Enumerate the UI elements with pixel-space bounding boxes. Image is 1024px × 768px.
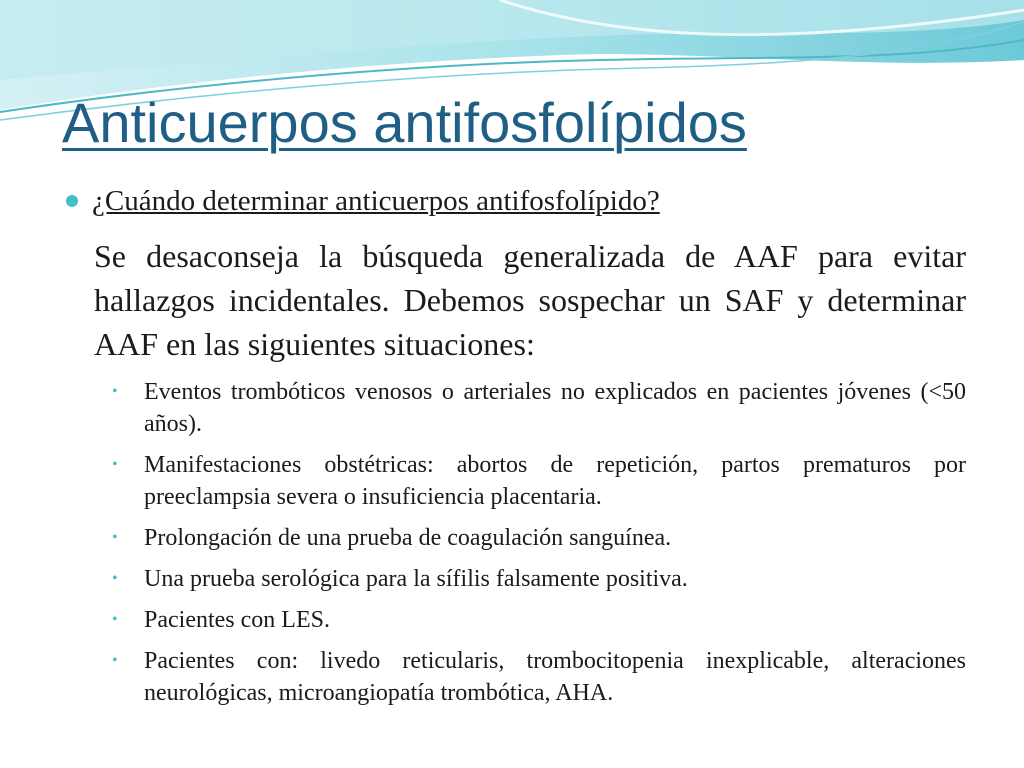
- list-item: [112, 645, 966, 709]
- list-item-text: Pacientes con LES.: [144, 607, 330, 633]
- list-item-text: Pacientes con: livedo reticularis, trombocitopenia inexplicable, alteraciones neurológicas, microangiopatía trombótica, AHA.: [144, 648, 966, 706]
- bullet-icon: •: [112, 611, 118, 628]
- bullet-icon: •: [112, 652, 118, 669]
- question-item: [62, 184, 966, 218]
- list-item: [112, 449, 966, 513]
- list-item-text: Eventos trombóticos venosos o arteriales no explicados en pacientes jóvenes (<50 años).: [144, 379, 966, 437]
- list-item-text: Manifestaciones obstétricas: abortos de repetición, partos prematuros por preeclampsia severa o insuficiencia placentaria.: [144, 452, 966, 510]
- bullet-icon: •: [112, 570, 118, 587]
- slide-title: Anticuerpos antifosfolípidos: [62, 91, 747, 154]
- bullet-icon: •: [112, 383, 118, 400]
- bullet-dot-icon: [66, 195, 78, 207]
- slide-content: [62, 184, 966, 718]
- list-item: [112, 604, 966, 636]
- list-item-text: Una prueba serológica para la sífilis falsamente positiva.: [144, 566, 688, 592]
- question-text: ¿Cuándo determinar anticuerpos antifosfolípido?: [92, 185, 660, 217]
- list-item: [112, 522, 966, 554]
- bullet-icon: •: [112, 529, 118, 546]
- list-item-text: Prolongación de una prueba de coagulación sanguínea.: [144, 525, 672, 551]
- situations-list: [112, 376, 966, 709]
- bullet-icon: •: [112, 456, 118, 473]
- intro-paragraph: Se desaconseja la búsqueda generalizada de AAF para evitar hallazgos incidentales. Debemos sospechar un SAF y determinar AAF en las siguientes situaciones:: [94, 238, 966, 362]
- list-item: [112, 563, 966, 595]
- list-item: [112, 376, 966, 440]
